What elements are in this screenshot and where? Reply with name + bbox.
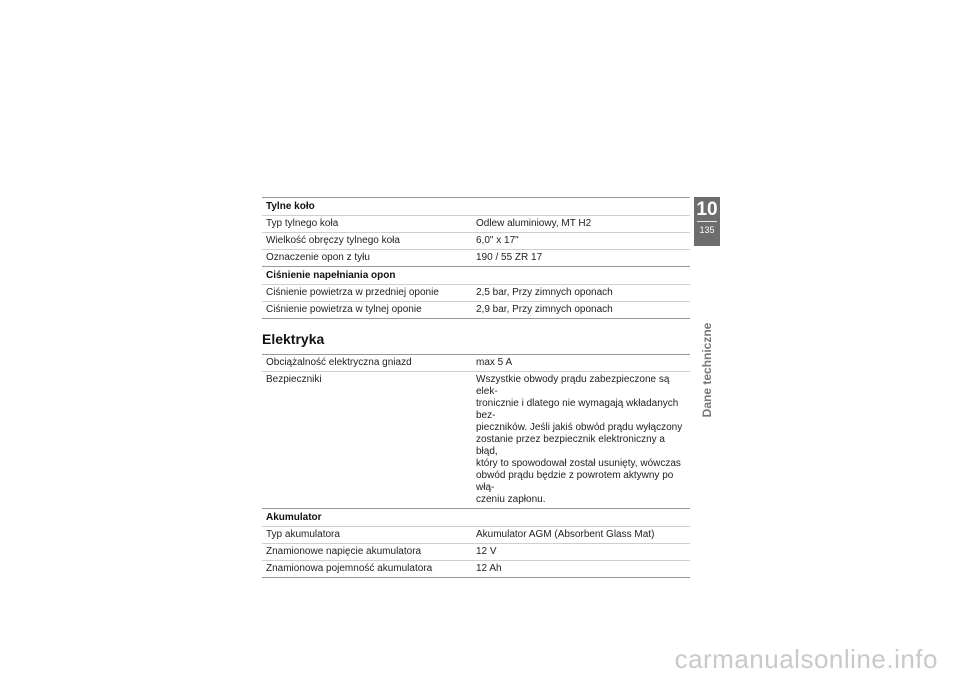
table-row	[262, 233, 690, 250]
section-heading: Ciśnienie napełniania opon	[262, 267, 690, 285]
side-chapter-title: Dane techniczne	[700, 322, 714, 418]
row-label: Znamionowa pojemność akumulatora	[266, 563, 433, 574]
table-row	[262, 302, 690, 319]
row-label: Oznaczenie opon z tyłu	[266, 252, 370, 263]
tab-divider	[697, 221, 717, 222]
table-row	[262, 250, 690, 267]
table-row	[262, 285, 690, 302]
row-label: Typ akumulatora	[266, 529, 340, 540]
chapter-title: Elektryka	[262, 331, 325, 347]
row-label: Ciśnienie powietrza w tylnej oponie	[266, 304, 422, 315]
chapter-number: 10	[696, 199, 718, 220]
row-label: Bezpieczniki	[266, 374, 322, 385]
row-label: Znamionowe napięcie akumulatora	[266, 546, 422, 557]
section-akumulator	[262, 509, 690, 578]
table-row	[262, 561, 690, 578]
row-value: 190 / 55 ZR 17	[476, 252, 543, 263]
row-value: Akumulator AGM (Absorbent Glass Mat)	[476, 529, 655, 540]
table-row	[262, 216, 690, 233]
row-value: 6,0" x 17"	[476, 235, 519, 246]
row-value: Wszystkie obwody prądu zabezpieczone są elek- tronicznie i dlatego nie wymagają wkładanych bez- pieczników. Jeśli jakiś obwód prądu wyłączony zostanie przez bezpiecznik elektroniczny a błąd, który to spowodował został usunięty, wówczas obwód prądu będzie z powrotem aktywny po włą- czeniu zapłonu.	[476, 374, 683, 505]
table-row	[262, 372, 690, 509]
section-heading: Akumulator	[262, 509, 690, 527]
section-elektryka	[262, 355, 690, 509]
row-value: Odlew aluminiowy, MT H2	[476, 218, 592, 229]
table-row	[262, 527, 690, 544]
table-row	[262, 544, 690, 561]
table-row	[262, 355, 690, 372]
row-value: 2,9 bar, Przy zimnych oponach	[476, 304, 613, 315]
section-cisnienie	[262, 267, 690, 319]
spec-content	[262, 197, 690, 578]
row-label: Typ tylnego koła	[266, 218, 339, 229]
watermark: carmanualsonline.info	[674, 644, 938, 674]
chapter-tab	[694, 197, 720, 246]
row-label: Obciążalność elektryczna gniazd	[266, 357, 412, 368]
row-label: Ciśnienie powietrza w przedniej oponie	[266, 287, 439, 298]
row-value: 2,5 bar, Przy zimnych oponach	[476, 287, 613, 298]
section-heading: Tylne koło	[262, 198, 690, 216]
row-value: max 5 A	[476, 357, 513, 368]
page-number: 135	[699, 225, 715, 235]
row-value: 12 V	[476, 546, 497, 557]
section-tylne-kolo	[262, 198, 690, 267]
row-label: Wielkość obręczy tylnego koła	[266, 235, 400, 246]
row-value: 12 Ah	[476, 563, 502, 574]
